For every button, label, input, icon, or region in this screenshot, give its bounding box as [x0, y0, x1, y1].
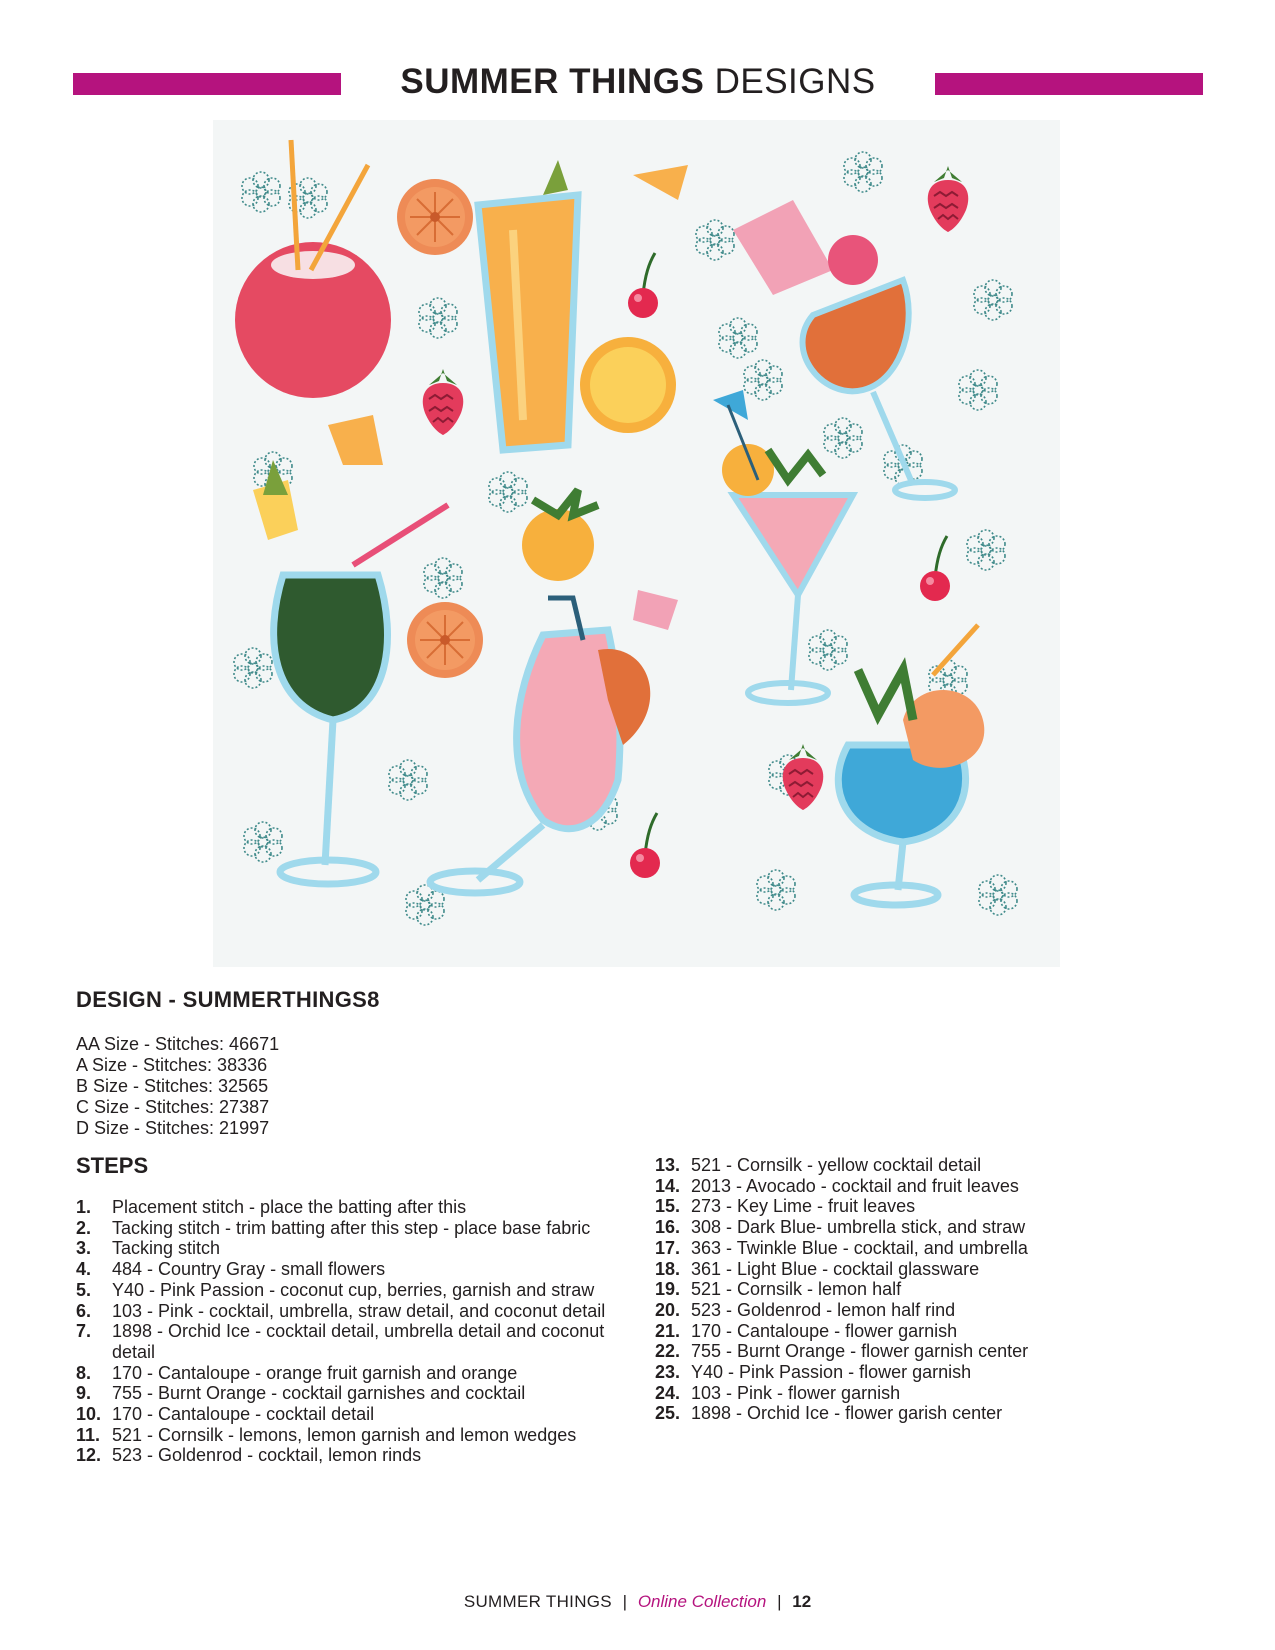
step-text: Y40 - Pink Passion - flower garnish [691, 1362, 972, 1383]
header-accent-bar-left [73, 73, 341, 95]
design-heading: DESIGN - SUMMERTHINGS8 [76, 987, 380, 1012]
step-item [655, 1341, 1195, 1362]
footer-title: SUMMER THINGS [463, 1592, 612, 1611]
step-item [76, 1301, 616, 1322]
step-number: 11. [76, 1424, 101, 1445]
footer-collection: Online Collection [637, 1592, 767, 1611]
step-number: 13. [655, 1155, 681, 1175]
page-title-bold: SUMMER THINGS [400, 62, 705, 101]
step-item [655, 1217, 1195, 1238]
step-number: 14. [655, 1175, 681, 1196]
step-item [76, 1280, 616, 1301]
step-number: 8. [76, 1362, 92, 1383]
step-number: 4. [76, 1259, 92, 1280]
steps-list-column-2 [655, 1155, 1195, 1424]
page-footer [0, 1592, 1275, 1612]
orange-left [407, 602, 483, 678]
step-text: 484 - Country Gray - small flowers [112, 1259, 386, 1280]
step-item [76, 1238, 616, 1259]
step-number: 12. [76, 1445, 102, 1466]
step-number: 23. [655, 1362, 681, 1383]
steps-list-column-1 [76, 1197, 616, 1466]
step-text: 363 - Twinkle Blue - cocktail, and umbrella [691, 1237, 1028, 1258]
size-a: A Size - Stitches: 38336 [76, 1055, 268, 1075]
step-item [76, 1383, 616, 1404]
step-text: Tacking stitch [112, 1238, 221, 1259]
step-text: 1898 - Orchid Ice - flower garish center [691, 1403, 1003, 1424]
step-item [655, 1383, 1195, 1404]
step-number: 6. [76, 1300, 92, 1321]
step-item [76, 1218, 616, 1239]
step-item [655, 1362, 1195, 1383]
step-item [655, 1176, 1195, 1197]
step-text: 523 - Goldenrod - cocktail, lemon rinds [112, 1445, 422, 1466]
page-title [341, 62, 935, 102]
step-text: 521 - Cornsilk - lemons, lemon garnish and lemon wedges [112, 1424, 577, 1445]
step-text: 755 - Burnt Orange - cocktail garnishes and cocktail [112, 1383, 526, 1404]
step-item [655, 1279, 1195, 1300]
step-number: 10. [76, 1404, 102, 1425]
step-text: 521 - Cornsilk - yellow cocktail detail [691, 1155, 982, 1175]
page-title-light: DESIGNS [714, 62, 876, 101]
step-item [655, 1321, 1195, 1342]
step-number: 15. [655, 1196, 681, 1217]
step-item [655, 1403, 1195, 1424]
step-text: Tacking stitch - trim batting after this step - place base fabric [112, 1217, 591, 1238]
size-c: C Size - Stitches: 27387 [76, 1097, 270, 1117]
step-item [76, 1404, 616, 1425]
step-number: 19. [655, 1279, 681, 1300]
step-number: 21. [655, 1320, 681, 1341]
step-item [76, 1425, 616, 1446]
step-text: 523 - Goldenrod - lemon half rind [691, 1299, 956, 1320]
step-text: 755 - Burnt Orange - flower garnish center [691, 1341, 1029, 1362]
step-item [655, 1259, 1195, 1280]
step-item [655, 1238, 1195, 1259]
step-text: 170 - Cantaloupe - flower garnish [691, 1320, 958, 1341]
step-number: 17. [655, 1237, 681, 1258]
step-text: 1898 - Orchid Ice - cocktail detail, umbrella detail and coconut detail [112, 1321, 605, 1362]
step-item [655, 1300, 1195, 1321]
step-number: 2. [76, 1217, 92, 1238]
step-item [76, 1321, 616, 1362]
step-number: 25. [655, 1403, 681, 1424]
step-text: 2013 - Avocado - cocktail and fruit leaves [691, 1175, 1019, 1196]
step-item [655, 1196, 1195, 1217]
step-number: 9. [76, 1383, 92, 1404]
page-number: 12 [792, 1592, 812, 1611]
step-text: 103 - Pink - cocktail, umbrella, straw detail, and coconut detail [112, 1300, 606, 1321]
step-number: 5. [76, 1279, 92, 1300]
step-number: 22. [655, 1341, 681, 1362]
size-d: D Size - Stitches: 21997 [76, 1118, 270, 1138]
step-item [76, 1259, 616, 1280]
step-item [655, 1155, 1195, 1176]
step-text: 170 - Cantaloupe - cocktail detail [112, 1404, 375, 1425]
header-accent-bar-right [935, 73, 1203, 95]
step-text: 170 - Cantaloupe - orange fruit garnish and orange [112, 1362, 518, 1383]
step-text: Y40 - Pink Passion - coconut cup, berries, garnish and straw [112, 1279, 595, 1300]
step-number: 24. [655, 1382, 681, 1403]
step-text: 273 - Key Lime - fruit leaves [691, 1196, 916, 1217]
orange-half-middle [580, 337, 676, 433]
steps-heading: STEPS [76, 1153, 149, 1178]
step-number: 18. [655, 1258, 681, 1279]
step-text: 361 - Light Blue - cocktail glassware [691, 1258, 980, 1279]
size-aa: AA Size - Stitches: 46671 [76, 1034, 280, 1054]
orange-top [397, 179, 473, 255]
step-text: 103 - Pink - flower garnish [691, 1382, 901, 1403]
step-number: 1. [76, 1197, 92, 1217]
footer-separator: | [622, 1592, 628, 1611]
step-number: 7. [76, 1321, 92, 1342]
step-number: 16. [655, 1217, 681, 1238]
stitch-size-list [76, 1034, 279, 1139]
step-item [76, 1197, 616, 1218]
step-number: 20. [655, 1299, 681, 1320]
size-b: B Size - Stitches: 32565 [76, 1076, 269, 1096]
step-item [76, 1363, 616, 1384]
footer-separator: | [777, 1592, 782, 1611]
step-text: Placement stitch - place the batting after this [112, 1197, 467, 1217]
step-text: 308 - Dark Blue- umbrella stick, and straw [691, 1217, 1026, 1238]
step-item [76, 1445, 616, 1466]
embroidery-design-image [213, 120, 1060, 967]
step-number: 3. [76, 1238, 92, 1259]
step-text: 521 - Cornsilk - lemon half [691, 1279, 902, 1300]
